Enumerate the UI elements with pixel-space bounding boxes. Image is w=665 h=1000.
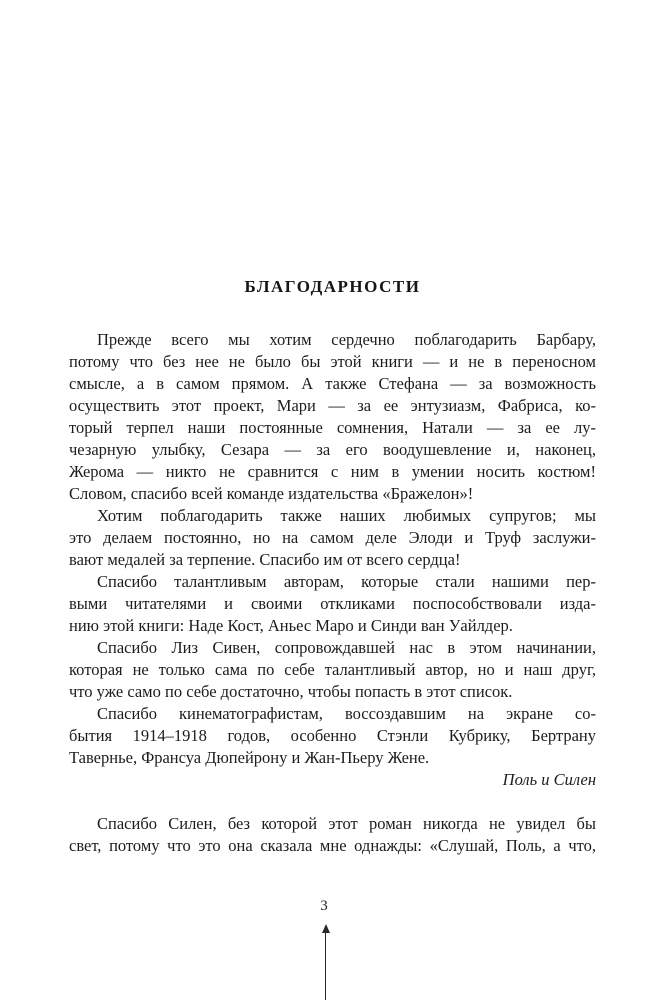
text-line: Тавернье, Франсуа Дюпейрону и Жан-Пьеру Жене. — [69, 748, 430, 767]
author-signature: Поль и Силен — [502, 770, 596, 789]
text-line: вают медалей за терпение. Спасибо им от всего сердца! — [69, 550, 461, 569]
text-line: Хотим поблагодарить также наших любимых супругов; мы — [97, 506, 596, 525]
text-line: Словом, спасибо всей команде издательства «Бражелон»! — [69, 484, 474, 503]
text-line: торый терпел наши постоянные сомнения, Натали — за ее лу- — [69, 418, 596, 437]
text-line: которая не только сама по себе талантливый автор, но и наш друг, — [69, 660, 596, 679]
chapter-title: БЛАГОДАРНОСТИ — [244, 277, 421, 296]
page-number: 3 — [320, 898, 328, 914]
text-line: Спасибо кинематографистам, воссоздавшим на экране со- — [97, 704, 596, 723]
text-line: Жерома — никто не сравнится с ним в умении носить костюм! — [69, 462, 596, 481]
spine-arrow-mark-icon — [321, 924, 330, 1000]
text-line: Спасибо Силен, без которой этот роман никогда не увидел бы — [97, 814, 596, 833]
text-line: смысле, а в самом прямом. А также Стефана — за возможность — [69, 374, 596, 393]
text-line: что уже само по себе достаточно, чтобы попасть в этот список. — [69, 682, 513, 701]
text-line: потому что без нее не было бы этой книги — и не в переносном — [69, 352, 596, 371]
arrow-stem — [325, 933, 326, 1000]
paragraph — [69, 813, 596, 857]
text-line: Спасибо Лиз Сивен, сопровождавшей нас в этом начинании, — [97, 638, 596, 657]
paragraph — [69, 637, 596, 703]
paragraph — [69, 703, 596, 769]
text-line: Прежде всего мы хотим сердечно поблагодарить Барбару, — [97, 330, 596, 349]
paragraph — [69, 571, 596, 637]
text-line: чезарную улыбку, Сезара — за его воодушевление и, наконец, — [69, 440, 596, 459]
text-line: осуществить этот проект, Мари — за ее энтузиазм, Фабриса, ко- — [69, 396, 596, 415]
text-line: это делаем постоянно, но на самом деле Элоди и Труф заслужи- — [69, 528, 596, 547]
paragraph — [69, 505, 596, 571]
paragraph — [69, 329, 596, 505]
text-line: свет, потому что это она сказала мне однажды: «Слушай, Поль, а что, — [69, 836, 596, 855]
arrow-head-icon — [322, 924, 330, 933]
text-line: Спасибо талантливым авторам, которые стали нашими пер- — [97, 572, 596, 591]
text-line: нию этой книги: Наде Кост, Аньес Маро и Синди ван Уайлдер. — [69, 616, 513, 635]
text-line: бытия 1914–1918 годов, особенно Стэнли Кубрику, Бертрану — [69, 726, 596, 745]
text-block — [69, 329, 596, 857]
text-line: выми читателями и своими откликами поспособствовали изда- — [69, 594, 596, 613]
